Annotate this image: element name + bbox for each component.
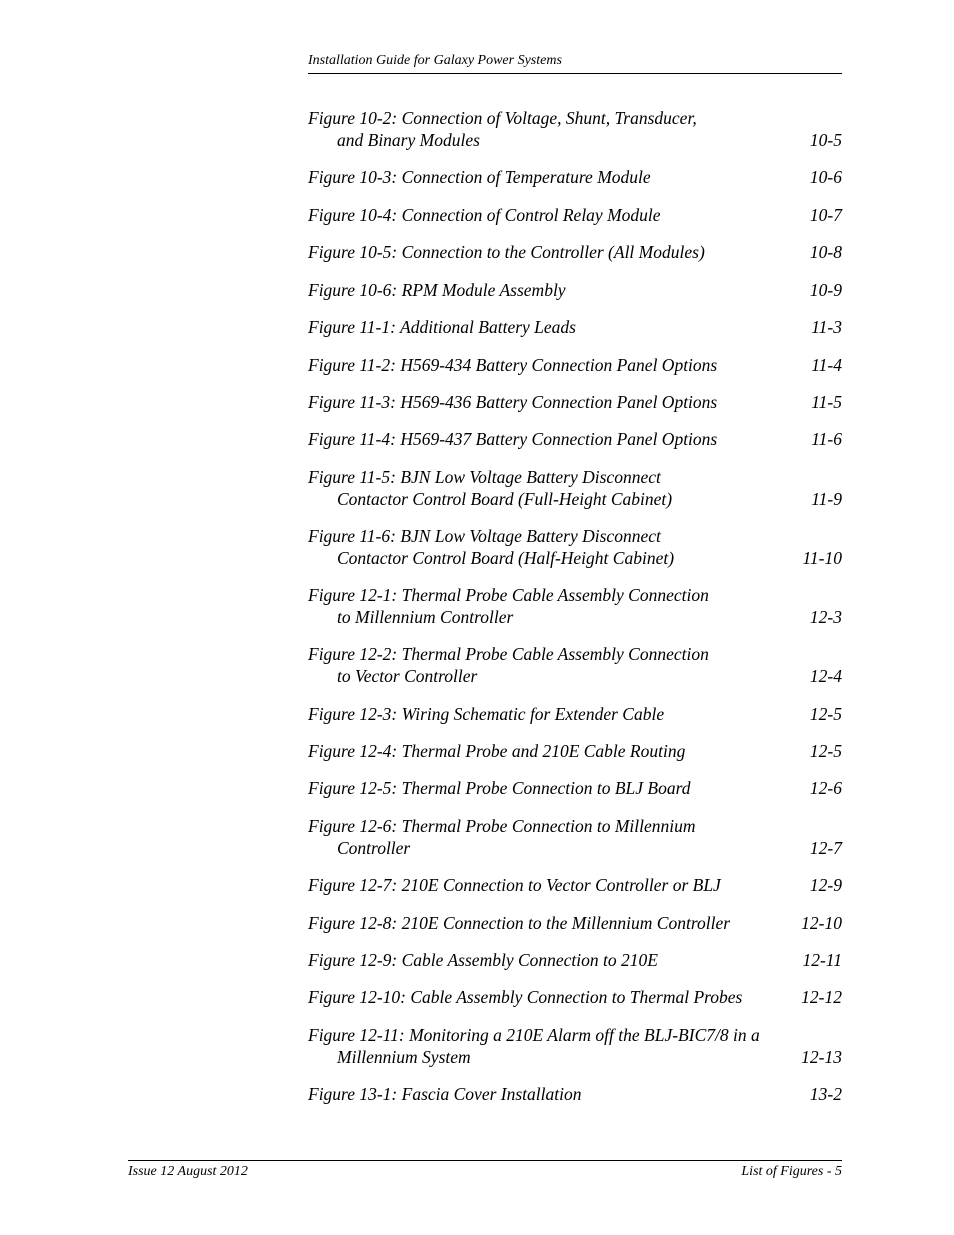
entry-title: Figure 11-3: H569-436 Battery Connection Panel Options bbox=[308, 392, 718, 412]
entry-title-line1: Figure 12-2: Thermal Probe Cable Assembly Connection bbox=[308, 644, 709, 664]
entry-page-number: 12-5 bbox=[809, 741, 842, 761]
figure-entry[interactable] bbox=[308, 279, 842, 301]
figure-entry[interactable] bbox=[308, 166, 842, 188]
entry-page-number: 11-10 bbox=[802, 548, 842, 568]
figure-entry[interactable] bbox=[308, 949, 842, 971]
figure-entry[interactable] bbox=[308, 584, 842, 628]
entry-page-number: 12-3 bbox=[809, 607, 842, 627]
entry-page-number: 10-7 bbox=[809, 205, 842, 225]
entry-title-line2: and Binary Modules bbox=[337, 130, 480, 150]
entry-page-number: 10-5 bbox=[809, 130, 842, 150]
entry-page-number: 12-5 bbox=[809, 704, 842, 724]
entry-title-line2: Controller bbox=[337, 838, 411, 858]
entry-title: Figure 10-3: Connection of Temperature Module bbox=[308, 167, 651, 187]
entry-title-line1: Figure 11-6: BJN Low Voltage Battery Disconnect bbox=[308, 526, 661, 546]
figure-entry[interactable] bbox=[308, 428, 842, 450]
entry-title: Figure 12-9: Cable Assembly Connection to 210E bbox=[308, 950, 658, 970]
figure-entry[interactable] bbox=[308, 204, 842, 226]
entry-title-line2: Contactor Control Board (Half-Height Cabinet) bbox=[337, 548, 675, 568]
figure-entry[interactable] bbox=[308, 391, 842, 413]
entry-page-number: 12-11 bbox=[802, 950, 842, 970]
header-title: Installation Guide for Galaxy Power Systems bbox=[308, 53, 562, 68]
entry-page-number: 10-6 bbox=[809, 167, 842, 187]
figure-entry[interactable] bbox=[308, 316, 842, 338]
entry-title: Figure 12-4: Thermal Probe and 210E Cable Routing bbox=[308, 741, 686, 761]
footer-issue-date: Issue 12 August 2012 bbox=[128, 1164, 248, 1179]
entry-page-number: 10-9 bbox=[809, 280, 842, 300]
entry-title: Figure 12-10: Cable Assembly Connection to Thermal Probes bbox=[308, 987, 743, 1007]
figure-entry[interactable] bbox=[308, 815, 842, 859]
entry-title: Figure 11-2: H569-434 Battery Connection Panel Options bbox=[308, 355, 718, 375]
entry-title: Figure 11-4: H569-437 Battery Connection Panel Options bbox=[308, 429, 718, 449]
entry-title-line1: Figure 12-6: Thermal Probe Connection to Millennium bbox=[308, 816, 696, 836]
figure-entry[interactable] bbox=[308, 107, 842, 151]
entry-title: Figure 12-8: 210E Connection to the Millennium Controller bbox=[308, 913, 731, 933]
figure-entry[interactable] bbox=[308, 740, 842, 762]
entry-page-number: 12-12 bbox=[801, 987, 842, 1007]
figure-entry[interactable] bbox=[308, 874, 842, 896]
figure-entry[interactable] bbox=[308, 777, 842, 799]
entry-title: Figure 11-1: Additional Battery Leads bbox=[308, 317, 576, 337]
entry-page-number: 12-13 bbox=[801, 1047, 842, 1067]
entry-title: Figure 10-4: Connection of Control Relay Module bbox=[308, 205, 661, 225]
entry-title-line1: Figure 12-11: Monitoring a 210E Alarm off the BLJ-BIC7/8 in a bbox=[308, 1025, 760, 1045]
entry-page-number: 11-5 bbox=[811, 392, 842, 412]
entry-page-number: 11-4 bbox=[811, 355, 842, 375]
entry-page-number: 10-8 bbox=[809, 242, 842, 262]
entry-page-number: 11-9 bbox=[811, 489, 842, 509]
entry-title: Figure 12-7: 210E Connection to Vector Controller or BLJ bbox=[308, 875, 721, 895]
entry-page-number: 12-7 bbox=[809, 838, 842, 858]
entry-title: Figure 12-3: Wiring Schematic for Extender Cable bbox=[308, 704, 665, 724]
figure-entry[interactable] bbox=[308, 525, 842, 569]
entry-title: Figure 10-5: Connection to the Controller (All Modules) bbox=[308, 242, 705, 262]
entry-page-number: 12-6 bbox=[809, 778, 842, 798]
entry-title-line2: to Millennium Controller bbox=[337, 607, 514, 627]
running-footer bbox=[128, 1160, 842, 1179]
figure-entry[interactable] bbox=[308, 1024, 842, 1068]
entry-page-number: 12-10 bbox=[801, 913, 842, 933]
entry-title-line1: Figure 11-5: BJN Low Voltage Battery Disconnect bbox=[308, 467, 661, 487]
entry-title: Figure 12-5: Thermal Probe Connection to BLJ Board bbox=[308, 778, 691, 798]
figure-entry[interactable] bbox=[308, 703, 842, 725]
entry-page-number: 11-6 bbox=[811, 429, 842, 449]
entry-page-number: 12-4 bbox=[809, 666, 842, 686]
entry-title: Figure 13-1: Fascia Cover Installation bbox=[308, 1084, 582, 1104]
figure-entry[interactable] bbox=[308, 354, 842, 376]
figure-entry[interactable] bbox=[308, 466, 842, 510]
entry-title: Figure 10-6: RPM Module Assembly bbox=[308, 280, 566, 300]
figure-entry[interactable] bbox=[308, 1083, 842, 1105]
entry-page-number: 12-9 bbox=[809, 875, 842, 895]
figure-entry[interactable] bbox=[308, 643, 842, 687]
entry-title-line2: to Vector Controller bbox=[337, 666, 478, 686]
figure-entry[interactable] bbox=[308, 912, 842, 934]
entry-page-number: 13-2 bbox=[809, 1084, 842, 1104]
entry-title-line1: Figure 12-1: Thermal Probe Cable Assembly Connection bbox=[308, 585, 709, 605]
entry-title-line1: Figure 10-2: Connection of Voltage, Shunt, Transducer, bbox=[308, 108, 697, 128]
entry-title-line2: Millennium System bbox=[337, 1047, 471, 1067]
figure-entry[interactable] bbox=[308, 986, 842, 1008]
figure-entry[interactable] bbox=[308, 241, 842, 263]
footer-page-label: List of Figures - 5 bbox=[741, 1164, 842, 1179]
entry-title-line2: Contactor Control Board (Full-Height Cabinet) bbox=[337, 489, 673, 509]
running-header bbox=[308, 51, 842, 74]
entry-page-number: 11-3 bbox=[811, 317, 842, 337]
